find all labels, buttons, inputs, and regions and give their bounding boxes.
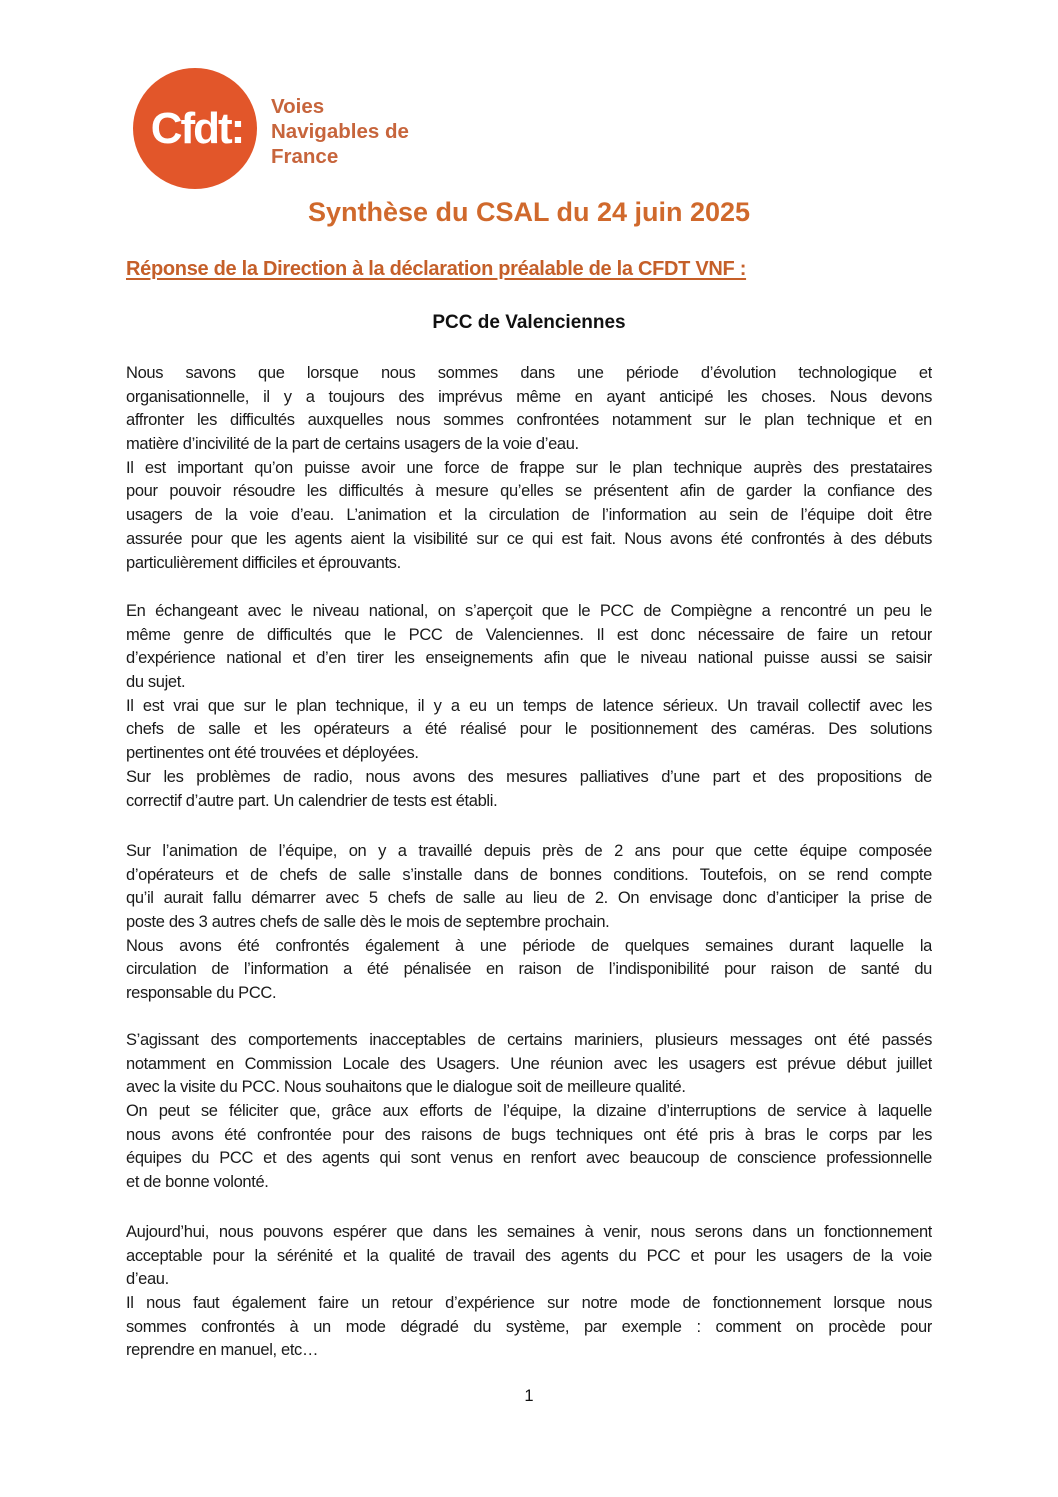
text-line: équipes du PCC et des agents qui sont venus en renfort avec beaucoup de conscience professionnelle xyxy=(126,1149,932,1168)
text-line: Il nous faut également faire un retour d’expérience sur notre mode de fonctionnement lorsque nous xyxy=(126,1294,932,1313)
text-line: correctif d’autre part. Un calendrier de tests est établi. xyxy=(126,791,498,810)
text-line: poste des 3 autres chefs de salle dès le mois de septembre prochain. xyxy=(126,913,610,932)
org-name-line: Navigables de xyxy=(271,120,409,143)
text-line: pertinentes ont été trouvées et déployées. xyxy=(126,744,419,763)
organization-name xyxy=(271,94,409,169)
text-line: matière d’incivilité de la part de certains usagers de la voie d’eau. xyxy=(126,435,579,454)
text-line: Nous savons que lorsque nous sommes dans une période d’évolution technologique et xyxy=(126,364,932,382)
text-line: Sur les problèmes de radio, nous avons des mesures palliatives d’une part et des propositions de xyxy=(126,767,932,786)
paragraph-4 xyxy=(126,1029,932,1195)
cfdt-logo xyxy=(133,68,257,189)
text-line: d’expérience national et d’en tirer les enseignements afin que le niveau national puisse aussi se saisir xyxy=(126,649,932,668)
paragraph-1 xyxy=(126,362,932,575)
text-line: d’eau. xyxy=(126,1270,169,1289)
paragraph-2 xyxy=(126,600,932,813)
text-line: chefs de salle et les opérateurs a été réalisé pour le positionnement des caméras. Des solutions xyxy=(126,720,932,739)
subsection-title: PCC de Valenciennes xyxy=(432,312,626,333)
text-line: Sur l’animation de l’équipe, on y a travaillé depuis près de 2 ans pour que cette équipe composée xyxy=(126,842,932,860)
text-line: nous avons été confrontée pour des raisons de bugs techniques ont été pris à bras le corps par les xyxy=(126,1125,932,1144)
text-line: assurée pour que les agents aient la visibilité sur ce qui est fait. Nous avons été confrontés à des débuts xyxy=(126,529,932,548)
org-name-line: France xyxy=(271,145,339,168)
text-line: affronter les difficultés auxquelles nous sommes confrontées notamment sur le plan technique et en xyxy=(126,411,932,430)
text-line: responsable du PCC. xyxy=(126,984,277,1003)
text-line: particulièrement difficiles et éprouvants. xyxy=(126,553,401,572)
text-line: organisationnelle, il y a toujours des imprévus même en ayant anticipé les choses. Nous devons xyxy=(126,387,932,406)
paragraph-5 xyxy=(126,1221,932,1363)
logo-text: Cfdt: xyxy=(150,103,244,153)
text-line: et de bonne volonté. xyxy=(126,1173,269,1192)
text-line: Il est important qu’on puisse avoir une force de frappe sur le plan technique auprès des prestataires xyxy=(126,458,932,477)
text-line: qu’il aurait fallu démarrer avec 5 chefs de salle au lieu de 2. On envisage donc d’anticiper la prise de xyxy=(126,889,932,908)
text-line: En échangeant avec le niveau national, on s’aperçoit que le PCC de Compiègne a rencontré un peu le xyxy=(126,602,932,620)
text-line: Nous avons été confrontés également à une période de quelques semaines durant laquelle la xyxy=(126,936,932,955)
document-title: Synthèse du CSAL du 24 juin 2025 xyxy=(307,197,751,227)
text-line: sommes confrontés à un mode dégradé du système, par exemple : comment on procède pour xyxy=(126,1317,932,1336)
text-line: pour pouvoir résoudre les difficultés à mesure qu’elles se présentent afin de garder la confiance des xyxy=(126,482,932,501)
page-number: 1 xyxy=(524,1387,534,1405)
text-line: du sujet. xyxy=(126,673,186,692)
text-line: reprendre en manuel, etc… xyxy=(126,1341,319,1360)
text-line: notamment en Commission Locale des Usagers. Une réunion avec les usagers est prévue début juillet xyxy=(126,1054,932,1073)
text-line: circulation de l’information a été pénalisée en raison de l’indisponibilité pour raison de santé du xyxy=(126,960,932,979)
text-line: d’opérateurs et de chefs de salle s’installe dans de bonnes conditions. Toutefois, on se rend compte xyxy=(126,865,932,884)
section-title: Réponse de la Direction à la déclaration préalable de la CFDT VNF : xyxy=(126,258,747,280)
text-line: acceptable pour la sérénité et la qualité de travail des agents du PCC et pour les usagers de la voie xyxy=(126,1246,932,1265)
text-line: avec la visite du PCC. Nous souhaitons que le dialogue soit de meilleure qualité. xyxy=(126,1078,686,1097)
paragraph-3 xyxy=(126,840,932,1006)
org-name-line: Voies xyxy=(271,95,325,118)
text-line: On peut se féliciter que, grâce aux efforts de l’équipe, la dizaine d’interruptions de service à laquelle xyxy=(126,1102,932,1121)
text-line: même genre de difficultés que le PCC de Valenciennes. Il est donc nécessaire de faire un retour xyxy=(126,625,932,644)
text-line: S’agissant des comportements inacceptables de certains mariniers, plusieurs messages ont été passés xyxy=(126,1031,932,1049)
text-line: Aujourd’hui, nous pouvons espérer que dans les semaines à venir, nous serons dans un fonctionnement xyxy=(126,1223,932,1241)
text-line: Il est vrai que sur le plan technique, il y a eu un temps de latence sérieux. Un travail collectif avec les xyxy=(126,696,932,715)
text-line: usagers de la voie d’eau. L’animation et la circulation de l’information au sein de l’équipe doit être xyxy=(126,506,932,525)
